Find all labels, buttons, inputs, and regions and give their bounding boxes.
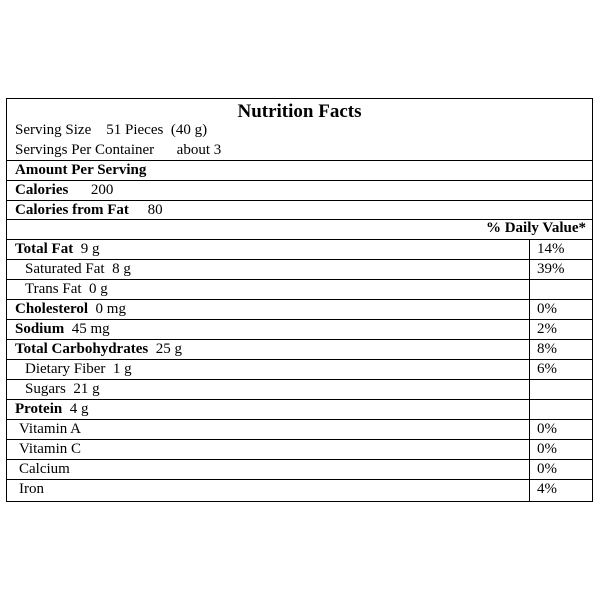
nutrient-amount: 0 g <box>89 281 108 297</box>
servings-per-container-line <box>15 141 221 160</box>
serving-size-value: 51 Pieces (40 g) <box>106 122 208 138</box>
vitamin-label: Iron <box>19 481 44 497</box>
vitamin-label: Vitamin C <box>19 441 82 457</box>
nutrient-name <box>15 400 88 419</box>
calories-value: 200 <box>90 182 114 198</box>
nutrient-name <box>25 380 100 399</box>
nutrient-row-total-carbohydrates <box>7 339 592 359</box>
nutrient-amount: 4 g <box>69 401 89 417</box>
nutrient-row-sugars <box>7 379 592 399</box>
calories-line <box>15 181 113 200</box>
vitamin-dv: 0% <box>537 461 557 477</box>
nutrient-label: Trans Fat <box>25 281 82 297</box>
nutrient-amount: 9 g <box>80 241 100 257</box>
nutrient-dv: 8% <box>537 341 557 357</box>
daily-value-header: % Daily Value* <box>485 220 586 236</box>
nutrient-name <box>25 280 108 299</box>
servings-per-container-value: about 3 <box>176 142 222 158</box>
label-title: Nutrition Facts <box>237 101 362 122</box>
nutrient-label: Total Fat <box>15 241 74 257</box>
nutrient-row-dietary-fiber <box>7 359 592 379</box>
nutrient-row-trans-fat <box>7 279 592 299</box>
vitamin-row-vitamin-c <box>7 439 592 459</box>
nutrient-name <box>15 320 110 339</box>
nutrient-row-protein <box>7 399 592 419</box>
nutrient-row-cholesterol <box>7 299 592 319</box>
nutrient-name <box>15 340 182 359</box>
serving-size-line <box>15 121 207 140</box>
nutrient-dv: 14% <box>537 241 565 257</box>
calories-from-fat-value: 80 <box>147 202 163 218</box>
nutrition-facts-label <box>6 98 593 502</box>
serving-size-label: Serving Size <box>15 122 92 138</box>
amount-per-serving: Amount Per Serving <box>15 162 147 178</box>
nutrient-amount: 0 mg <box>95 301 126 317</box>
nutrient-amount: 1 g <box>112 361 132 377</box>
nutrient-label: Total Carbohydrates <box>15 341 149 357</box>
vitamin-label: Calcium <box>19 461 70 477</box>
vitamin-dv: 4% <box>537 481 557 497</box>
nutrient-amount: 8 g <box>112 261 131 277</box>
calories-from-fat-label: Calories from Fat <box>15 202 129 218</box>
vitamin-dv: 0% <box>537 421 557 437</box>
nutrient-label: Cholesterol <box>15 301 89 317</box>
nutrient-amount: 21 g <box>73 381 100 397</box>
vitamin-dv: 0% <box>537 441 557 457</box>
calories-from-fat-line <box>15 201 163 220</box>
nutrient-dv: 6% <box>537 361 557 377</box>
daily-value-column-divider <box>529 239 530 501</box>
nutrient-name <box>25 360 132 379</box>
nutrient-name <box>25 260 131 279</box>
calories-label: Calories <box>15 182 69 198</box>
servings-per-container-label: Servings Per Container <box>15 142 155 158</box>
nutrient-label: Dietary Fiber <box>25 361 106 377</box>
nutrient-name <box>15 300 126 319</box>
nutrient-dv: 2% <box>537 321 557 337</box>
nutrient-amount: 45 mg <box>71 321 110 337</box>
nutrient-label: Protein <box>15 401 63 417</box>
nutrient-label: Sugars <box>25 381 66 397</box>
nutrient-amount: 25 g <box>155 341 182 357</box>
vitamin-label: Vitamin A <box>19 421 82 437</box>
nutrient-name <box>15 240 99 259</box>
nutrient-dv: 39% <box>537 261 565 277</box>
nutrient-label: Saturated Fat <box>25 261 105 277</box>
vitamin-row-iron <box>7 479 592 499</box>
nutrient-row-total-fat <box>7 239 592 259</box>
nutrient-row-sodium <box>7 319 592 339</box>
nutrient-label: Sodium <box>15 321 65 337</box>
nutrient-dv: 0% <box>537 301 557 317</box>
vitamin-row-calcium <box>7 459 592 479</box>
vitamin-row-vitamin-a <box>7 419 592 439</box>
nutrient-row-saturated-fat <box>7 259 592 279</box>
